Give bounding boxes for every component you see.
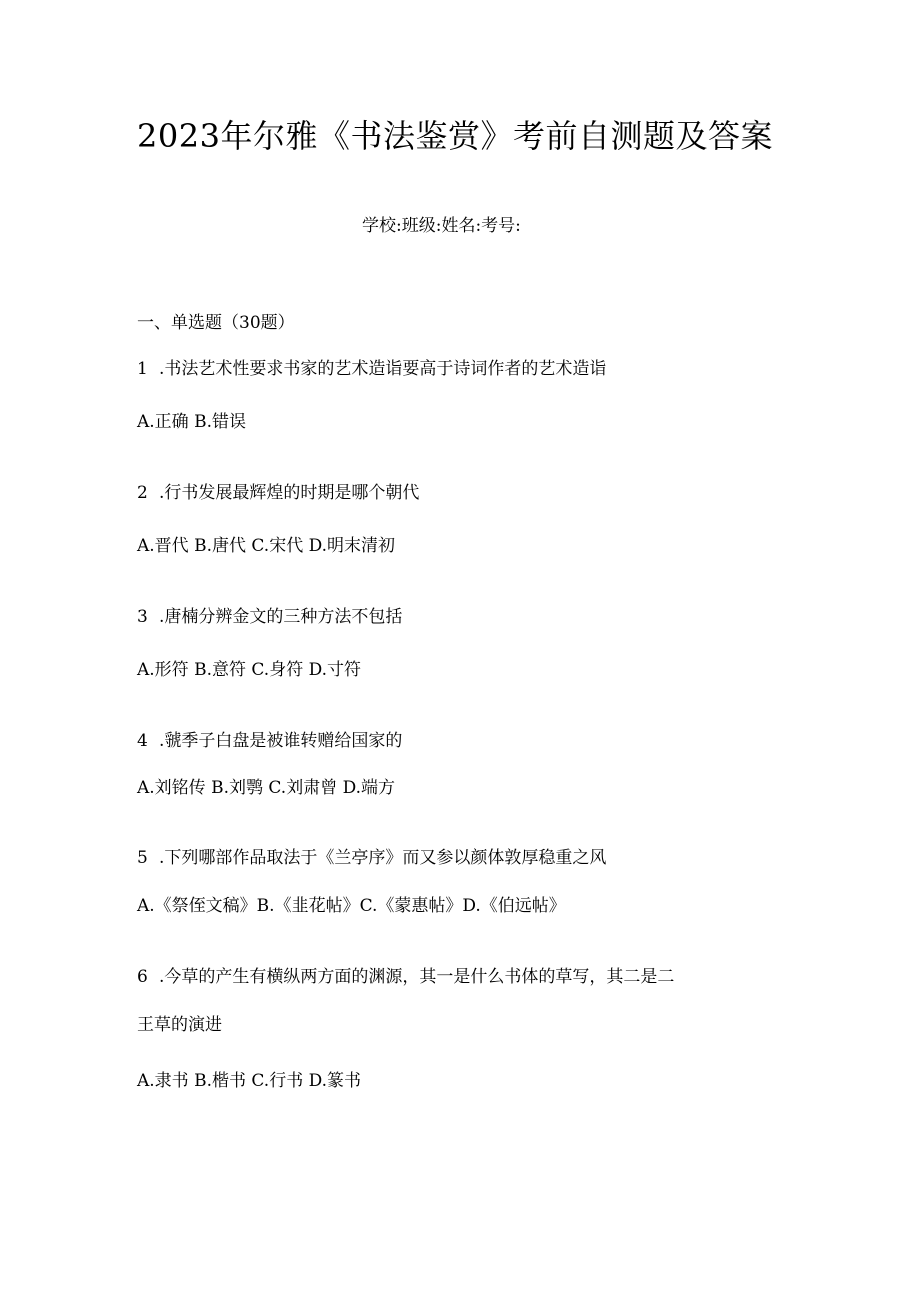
section-heading: 一、单选题（30题） — [137, 313, 295, 333]
question-3 — [137, 605, 402, 629]
question-text: .唐楠分辨金文的三种方法不包括 — [159, 607, 403, 627]
question-4 — [137, 729, 402, 753]
question-text: .书法艺术性要求书家的艺术造诣要高于诗词作者的艺术造诣 — [159, 359, 607, 379]
question-2 — [137, 481, 419, 505]
question-1-options: A.正确 B.错误 — [137, 412, 246, 432]
question-text: .行书发展最辉煌的时期是哪个朝代 — [159, 483, 420, 503]
student-info-line: 学校:班级:姓名:考号: — [362, 216, 521, 236]
question-number: 5 — [137, 848, 148, 868]
question-5-options: A.《祭侄文稿》B.《韭花帖》C.《蒙惠帖》D.《伯远帖》 — [137, 896, 566, 916]
question-1 — [137, 357, 606, 381]
question-2-options: A.晋代 B.唐代 C.宋代 D.明末清初 — [137, 536, 396, 556]
question-text: .虢季子白盘是被谁转赠给国家的 — [159, 731, 403, 751]
question-number: 3 — [137, 607, 148, 627]
question-number: 1 — [137, 359, 148, 379]
question-5 — [137, 846, 606, 870]
question-6-continued: 王草的演进 — [137, 1015, 222, 1035]
question-text: .今草的产生有横纵两方面的渊源，其一是什么书体的草写，其二是二 — [159, 967, 675, 987]
question-number: 4 — [137, 731, 148, 751]
question-text: .下列哪部作品取法于《兰亭序》而又参以颜体敦厚稳重之风 — [159, 848, 607, 868]
question-6-options: A.隶书 B.楷书 C.行书 D.篆书 — [137, 1071, 362, 1091]
question-6 — [137, 965, 674, 989]
document-title: 2023年尔雅《书法鉴赏》考前自测题及答案 — [137, 117, 773, 155]
question-4-options: A.刘铭传 B.刘鹗 C.刘肃曾 D.端方 — [137, 778, 396, 798]
question-3-options: A.形符 B.意符 C.身符 D.寸符 — [137, 660, 362, 680]
question-number: 6 — [137, 967, 148, 987]
question-number: 2 — [137, 483, 148, 503]
